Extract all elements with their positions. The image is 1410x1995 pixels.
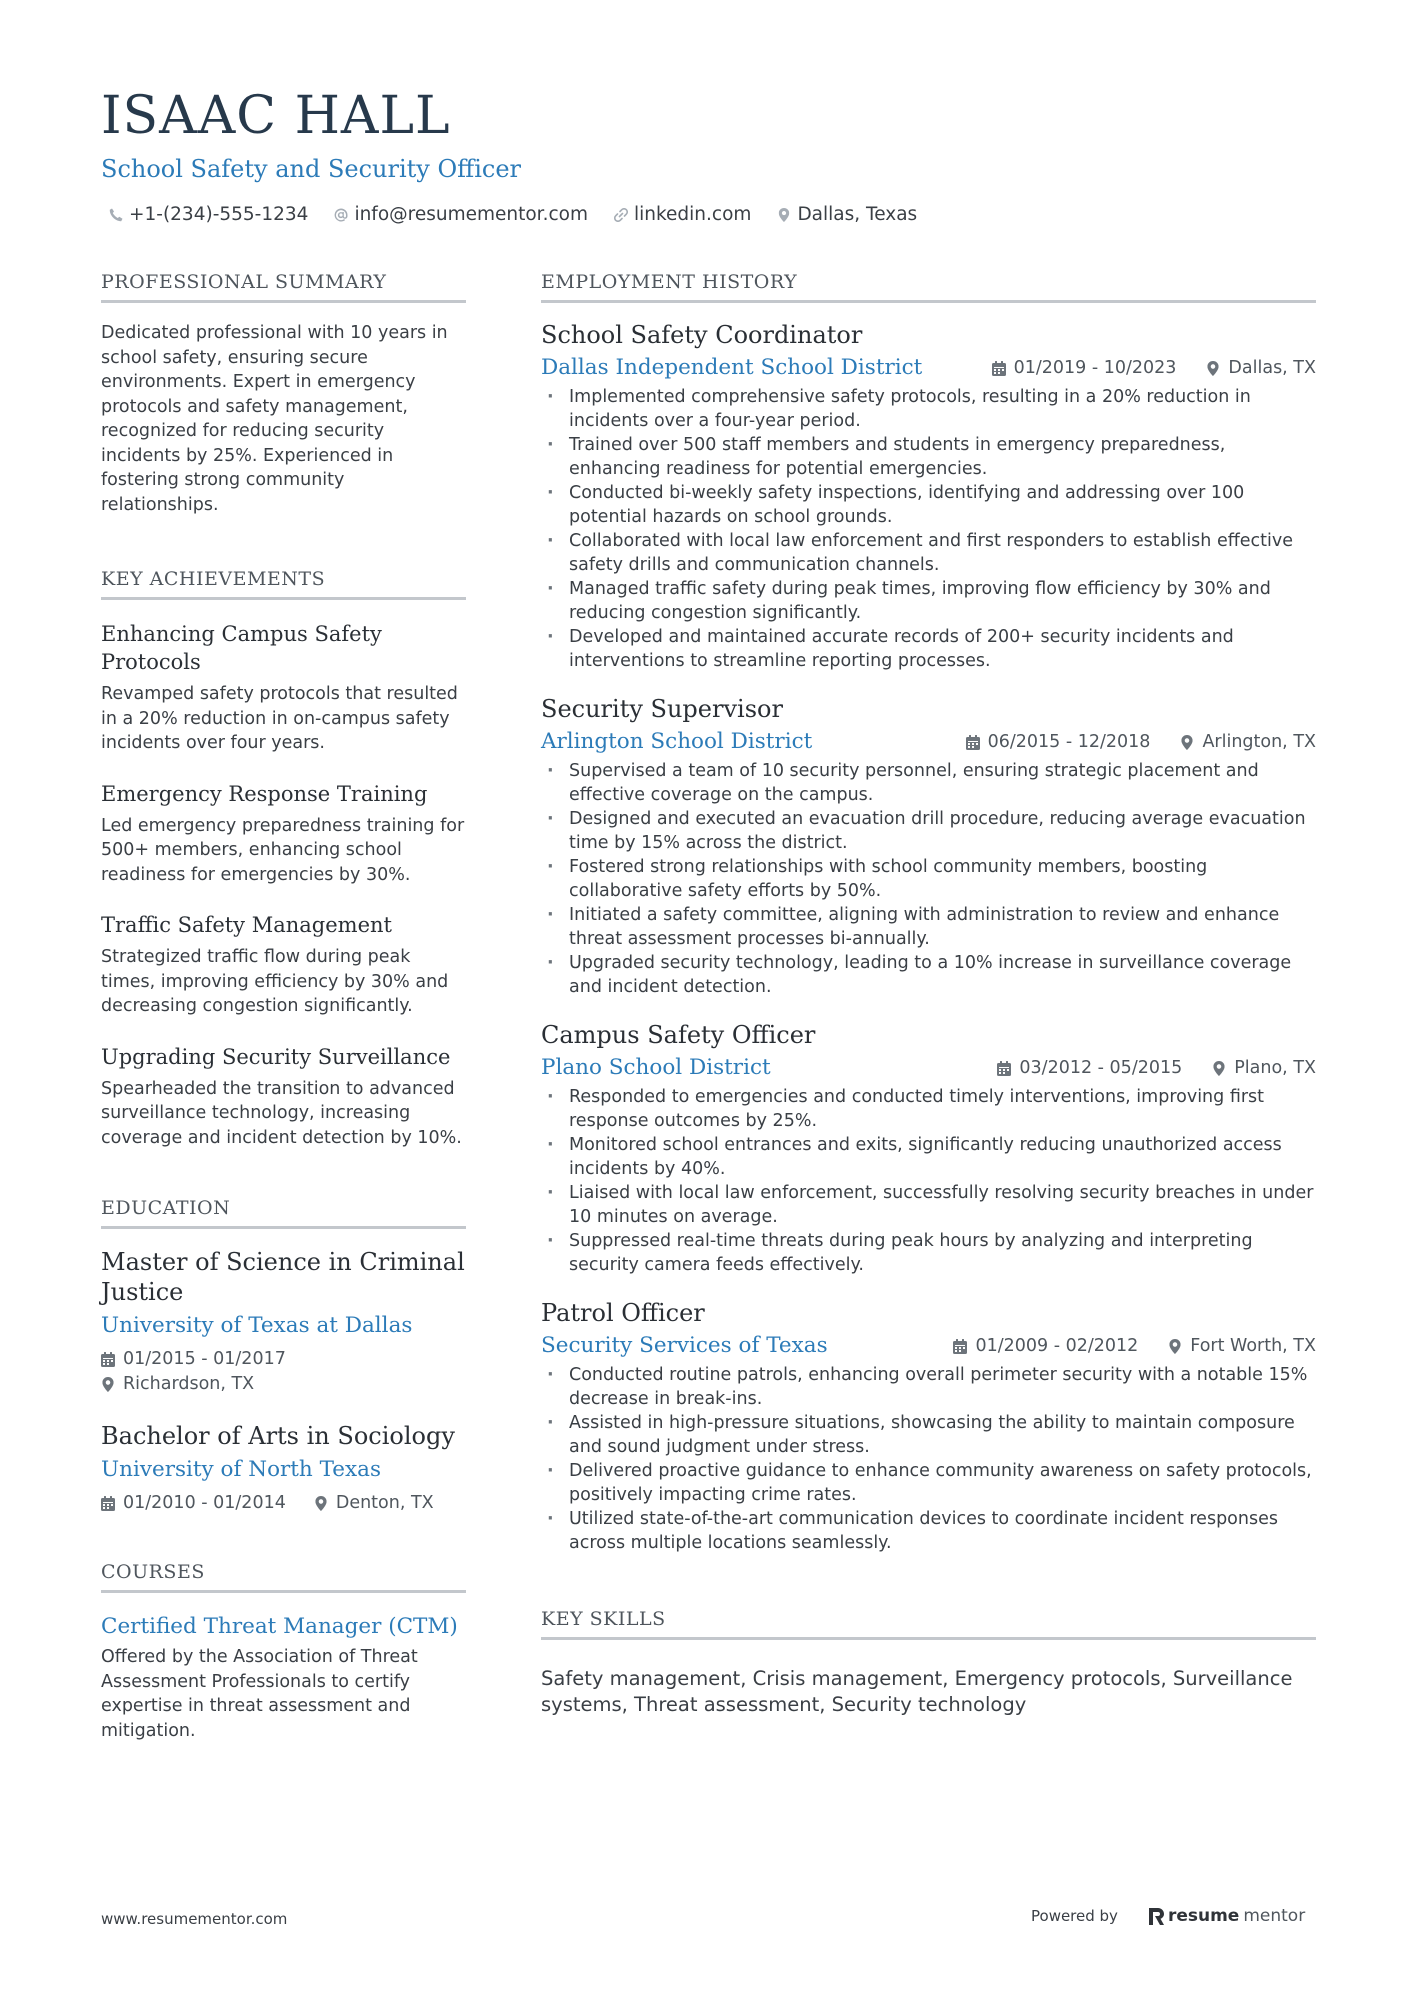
- bullet-item: · Managed traffic safety during peak times, improving flow efficiency by 30% and reducing congestion significantly.: [541, 577, 1316, 625]
- education-dates: [101, 1347, 466, 1372]
- contact-location: [777, 204, 917, 225]
- location-text: Dallas, TX: [1228, 357, 1316, 378]
- summary-section: [101, 270, 466, 517]
- location-text: Arlington, TX: [1202, 731, 1316, 752]
- job-meta: [953, 1334, 1316, 1359]
- job-entry: [541, 693, 1316, 999]
- job-title: Campus Safety Officer: [541, 1021, 816, 1049]
- summary-heading: PROFESSIONAL SUMMARY: [101, 270, 466, 303]
- education-section: [101, 1196, 466, 1516]
- right-column: [541, 270, 1316, 1718]
- job-meta: [997, 1056, 1316, 1081]
- dates-text: 01/2010 - 01/2014: [123, 1493, 286, 1513]
- resumementor-logo-icon: [1148, 1906, 1164, 1926]
- location-text: Plano, TX: [1234, 1057, 1316, 1078]
- skills-text: Safety management, Crisis management, Emergency protocols, Surveillance systems, Threat assessment, Security technology: [541, 1667, 1293, 1716]
- achievement-desc: Strategized traffic flow during peak times, improving efficiency by 30% and decreasing congestion significantly.: [101, 947, 449, 1016]
- achievement-desc: Revamped safety protocols that resulted in a 20% reduction in on-campus safety incidents over four years.: [101, 684, 458, 753]
- bullet-item: · Liaised with local law enforcement, successfully resolving security breaches in under 10 minutes on average.: [541, 1181, 1316, 1229]
- skills-heading: KEY SKILLS: [541, 1607, 1316, 1640]
- job-title: Security Supervisor: [541, 695, 783, 723]
- education-heading: EDUCATION: [101, 1196, 466, 1229]
- education-item: [101, 1421, 466, 1516]
- bullet-item: · Responded to emergencies and conducted timely interventions, improving first response outcomes by 25%.: [541, 1085, 1316, 1133]
- calendar-icon: [966, 735, 980, 750]
- employment-section: [541, 270, 1316, 1555]
- achievement-item: [101, 911, 466, 1019]
- job-dates: [992, 356, 1177, 381]
- bullet-item: · Developed and maintained accurate records of 200+ security incidents and interventions to streamline reporting processes.: [541, 625, 1316, 673]
- skills-section: [541, 1607, 1316, 1718]
- job-bullets: [541, 1363, 1316, 1555]
- job-title: Patrol Officer: [541, 1299, 705, 1327]
- contact-phone: [109, 204, 308, 225]
- achievement-desc: Spearheaded the transition to advanced surveillance technology, increasing coverage and incident detection by 10%.: [101, 1078, 462, 1148]
- job-meta: [992, 356, 1316, 381]
- job-subheader: [541, 1053, 1316, 1083]
- calendar-icon: [997, 1061, 1011, 1076]
- job-entry: [541, 1297, 1316, 1555]
- job-location: [1168, 1334, 1316, 1359]
- phone-icon: [109, 208, 123, 222]
- job-location: [1206, 356, 1316, 381]
- bullet-item: · Trained over 500 staff members and students in emergency preparedness, enhancing readiness for potential emergencies.: [541, 433, 1316, 481]
- job-subheader: [541, 353, 1316, 383]
- achievement-item: [101, 780, 466, 888]
- calendar-icon: [101, 1352, 115, 1367]
- job-meta: [966, 730, 1316, 755]
- summary-text: Dedicated professional with 10 years in school safety, ensuring secure environments. Expert in emergency protocols and safety management, recognized for reducing security incidents by 25%. Experienced in fostering strong community relationships.: [101, 323, 448, 515]
- education-location: [101, 1372, 466, 1397]
- candidate-title: School Safety and Security Officer: [101, 155, 522, 183]
- location-text: Richardson, TX: [123, 1374, 255, 1394]
- employment-heading: EMPLOYMENT HISTORY: [541, 270, 1316, 303]
- school-name: University of North Texas: [101, 1457, 381, 1482]
- bullet-item: · Assisted in high-pressure situations, showcasing the ability to maintain composure and sound judgment under stress.: [541, 1411, 1316, 1459]
- job-bullets: [541, 385, 1316, 673]
- achievement-item: [101, 1043, 466, 1151]
- bullet-item: · Suppressed real-time threats during peak hours by analyzing and interpreting security camera feeds effectively.: [541, 1229, 1316, 1277]
- education-item: [101, 1247, 466, 1397]
- footer-branding: [1031, 1906, 1305, 1926]
- location-text: Dallas, Texas: [797, 204, 918, 225]
- job-dates: [997, 1056, 1182, 1081]
- bullet-item: · Designed and executed an evacuation drill procedure, reducing average evacuation time by 15% across the district.: [541, 807, 1316, 855]
- dates-text: 06/2015 - 12/2018: [987, 731, 1151, 752]
- company-name: Security Services of Texas: [541, 1333, 828, 1358]
- powered-by-label: Powered by: [1031, 1907, 1118, 1925]
- bullet-item: · Delivered proactive guidance to enhance community awareness on safety protocols, positively impacting crime rates.: [541, 1459, 1316, 1507]
- brand-name-light: mentor: [1243, 1906, 1306, 1926]
- calendar-icon: [101, 1496, 115, 1511]
- job-location: [1212, 1056, 1316, 1081]
- dates-text: 03/2012 - 05/2015: [1019, 1057, 1183, 1078]
- bullet-item: · Monitored school entrances and exits, significantly reducing unauthorized access incidents by 40%.: [541, 1133, 1316, 1181]
- dates-text: 01/2015 - 01/2017: [123, 1349, 286, 1369]
- candidate-name: ISAAC HALL: [101, 86, 451, 146]
- map-pin-icon: [1180, 735, 1194, 750]
- education-dates: [101, 1491, 286, 1516]
- education-meta: [101, 1491, 466, 1516]
- bullet-item: · Initiated a safety committee, aligning with administration to review and enhance threat assessment processes bi-annually.: [541, 903, 1316, 951]
- contact-email[interactable]: [334, 204, 588, 225]
- bullet-item: · Supervised a team of 10 security personnel, ensuring strategic placement and effective coverage on the campus.: [541, 759, 1316, 807]
- brand-name-bold: resume: [1167, 1906, 1240, 1926]
- bullet-item: · Fostered strong relationships with school community members, boosting collaborative safety efforts by 50%.: [541, 855, 1316, 903]
- map-pin-icon: [777, 208, 791, 222]
- calendar-icon: [992, 361, 1006, 376]
- bullet-item: · Conducted bi-weekly safety inspections, identifying and addressing over 100 potential hazards on school grounds.: [541, 481, 1316, 529]
- job-entry: [541, 319, 1316, 673]
- phone-text: +1-(234)-555-1234: [129, 204, 309, 225]
- job-location: [1180, 730, 1316, 755]
- achievement-title: Enhancing Campus Safety Protocols: [101, 622, 382, 674]
- map-pin-icon: [1212, 1061, 1226, 1076]
- course-item: [101, 1613, 466, 1743]
- contact-linkedin[interactable]: [614, 204, 751, 225]
- company-name: Dallas Independent School District: [541, 355, 923, 380]
- bullet-item: · Collaborated with local law enforcement and first responders to establish effective safety drills and communication channels.: [541, 529, 1316, 577]
- map-pin-icon: [314, 1496, 328, 1511]
- bullet-item: · Utilized state-of-the-art communication devices to coordinate incident responses across multiple locations seamlessly.: [541, 1507, 1316, 1555]
- education-location: [314, 1491, 434, 1516]
- link-icon: [614, 208, 628, 222]
- achievements-section: [101, 567, 466, 1150]
- linkedin-text: linkedin.com: [633, 204, 752, 225]
- contact-bar: [101, 204, 1321, 225]
- calendar-icon: [953, 1339, 967, 1354]
- job-dates: [953, 1334, 1138, 1359]
- job-title: School Safety Coordinator: [541, 321, 863, 349]
- dates-text: 01/2009 - 02/2012: [975, 1335, 1139, 1356]
- achievement-desc: Led emergency preparedness training for 500+ members, enhancing school readiness for emergencies by 30%.: [101, 815, 465, 885]
- map-pin-icon: [101, 1377, 115, 1392]
- dates-text: 01/2019 - 10/2023: [1013, 357, 1177, 378]
- company-name: Arlington School District: [541, 729, 813, 754]
- brand-logo[interactable]: [1148, 1906, 1305, 1926]
- bullet-item: · Upgraded security technology, leading to a 10% increase in surveillance coverage and incident detection.: [541, 951, 1316, 999]
- courses-heading: COURSES: [101, 1560, 466, 1593]
- achievement-title: Traffic Safety Management: [101, 913, 392, 937]
- course-title: Certified Threat Manager (CTM): [101, 1614, 458, 1639]
- achievements-heading: KEY ACHIEVEMENTS: [101, 567, 466, 600]
- job-subheader: [541, 727, 1316, 757]
- achievement-item: [101, 620, 466, 756]
- bullet-item: · Conducted routine patrols, enhancing overall perimeter security with a notable 15% decrease in break-ins.: [541, 1363, 1316, 1411]
- resume-header: [101, 86, 1321, 225]
- left-column: [101, 270, 466, 1743]
- email-text: info@resumementor.com: [354, 204, 588, 225]
- footer-website[interactable]: www.resumementor.com: [101, 1910, 288, 1928]
- degree-title: Bachelor of Arts in Sociology: [101, 1422, 455, 1450]
- achievement-title: Upgrading Security Surveillance: [101, 1044, 451, 1069]
- at-icon: [334, 208, 348, 222]
- course-desc: Offered by the Association of Threat Assessment Professionals to certify expertise in threat assessment and mitigation.: [101, 1647, 418, 1741]
- map-pin-icon: [1168, 1339, 1182, 1354]
- location-text: Denton, TX: [335, 1493, 434, 1513]
- bullet-item: · Implemented comprehensive safety protocols, resulting in a 20% reduction in incidents over a four-year period.: [541, 385, 1316, 433]
- job-entry: [541, 1019, 1316, 1277]
- job-bullets: [541, 759, 1316, 999]
- degree-title: Master of Science in Criminal Justice: [101, 1248, 465, 1306]
- courses-section: [101, 1560, 466, 1743]
- job-dates: [966, 730, 1151, 755]
- school-name: University of Texas at Dallas: [101, 1313, 413, 1338]
- company-name: Plano School District: [541, 1055, 771, 1080]
- achievement-title: Emergency Response Training: [101, 781, 428, 806]
- job-bullets: [541, 1085, 1316, 1277]
- location-text: Fort Worth, TX: [1190, 1335, 1316, 1356]
- map-pin-icon: [1206, 361, 1220, 376]
- job-subheader: [541, 1331, 1316, 1361]
